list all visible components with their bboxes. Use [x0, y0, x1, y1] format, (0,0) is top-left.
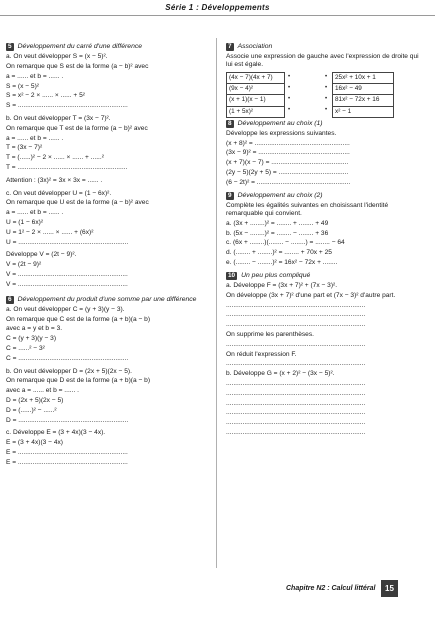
exercise-line: On remarque que D est de la forme (a + b)(a − b): [6, 377, 151, 385]
link-dot[interactable]: •: [325, 95, 328, 102]
exercise-line: V = ............................................................: [6, 280, 128, 288]
exercise-10-step: On supprime les parenthèses.: [226, 330, 314, 338]
exercise-8-body: [226, 140, 425, 187]
exercise-number: 7: [228, 43, 232, 50]
association-right-item: 16x² − 49: [333, 84, 393, 95]
link-dot[interactable]: •: [288, 84, 291, 91]
association-right-item: 81x² − 72x + 16: [333, 95, 393, 106]
exercise-line: S = (x − 5)²: [6, 82, 39, 90]
exercise-line: Développe V = (2t − 9)².: [6, 251, 77, 259]
exercise-line: D = ............................................................: [6, 416, 129, 424]
exercise-10a-statement: a. Développe F = (3x + 7)² + (7x − 3)².: [226, 281, 338, 289]
exercise-line: C = (y + 3)(y − 3): [6, 335, 57, 343]
exercise-5-body: [6, 53, 208, 289]
exercise-line: D = (2x + 5)(2x − 5): [6, 396, 64, 404]
exercise-8-heading: [226, 120, 425, 128]
answer-line[interactable]: ............................................................................: [226, 409, 366, 417]
link-dot[interactable]: •: [288, 106, 291, 113]
association-left-item: (1 + 5x)²: [229, 107, 253, 115]
exercise-line: (6 − 2t)² = ...................................................: [226, 178, 351, 186]
exercise-5-heading: [6, 43, 208, 51]
exercise-line: U = ............................................................: [6, 238, 129, 246]
answer-line[interactable]: ............................................................................: [226, 419, 366, 427]
association-right-list: [332, 72, 394, 119]
answer-line[interactable]: ............................................................................: [226, 389, 366, 397]
exercise-number: 8: [228, 119, 232, 127]
answer-line[interactable]: ............................................................................: [226, 321, 366, 329]
exercise-line: b. On veut développer T = (3x − 7)².: [6, 114, 111, 122]
header-divider: [0, 15, 435, 16]
chapter-footer: Chapitre N2 : Calcul littéral: [286, 585, 376, 592]
exercise-9-body: [226, 220, 425, 267]
exercise-line: c. On veut développer U = (1 − 6x)².: [6, 189, 112, 197]
exercise-line: E = (3 + 4x)(3 − 4x): [6, 439, 63, 447]
right-column: [226, 43, 425, 439]
exercise-title: Développement du carré d'une différence: [17, 43, 143, 50]
exercise-10-heading: [226, 272, 425, 280]
exercise-line: avec a = y et b = 3.: [6, 325, 63, 333]
exercise-line: a. (3x + ........)² = ........ + ........ + 49: [226, 219, 329, 227]
exercise-number: 5: [8, 43, 12, 50]
exercise-line: On remarque que C est de la forme (a + b)(a − b): [6, 315, 151, 323]
exercise-line: b. On veut développer D = (2x + 5)(2x − 5).: [6, 367, 132, 375]
exercise-line: (x + 7)(x − 7) = ..........................................: [226, 159, 349, 167]
exercise-title: Développement au choix (2): [237, 191, 323, 199]
exercise-line: U = (1 − 6x)²: [6, 218, 44, 226]
link-dot[interactable]: •: [325, 106, 328, 113]
exercise-10b-statement: b. Développe G = (x + 2)² − (3x − 5)².: [226, 370, 335, 378]
exercise-number: 6: [8, 295, 12, 303]
exercise-line: S = ............................................................: [6, 102, 128, 110]
answer-line[interactable]: ............................................................................: [226, 340, 366, 348]
exercise-line: T = (3x − 7)²: [6, 144, 43, 152]
exercise-9-intro: Complète les égalités suivantes en choisissant l'identité remarquable qui convient.: [226, 201, 389, 217]
association-left-list: [226, 72, 285, 119]
answer-line[interactable]: ............................................................................: [226, 428, 366, 436]
exercise-line: C = ......² − 3²: [6, 344, 45, 352]
exercise-6-body: [6, 306, 208, 467]
exercise-line: V = ............................................................: [6, 270, 128, 278]
exercise-line: (x + 8)² = ....................................................: [226, 139, 350, 147]
association-right-item: 25x² + 10x + 1: [333, 73, 393, 84]
exercise-9-heading: [226, 192, 425, 200]
answer-line[interactable]: ............................................................................: [226, 360, 366, 368]
exercise-line: D = (......)² − ......²: [6, 406, 57, 414]
exercise-line: a = ...... et b = ...... .: [6, 72, 64, 80]
exercise-line: V = (2t − 9)²: [6, 261, 42, 269]
column-divider: [216, 38, 217, 568]
exercise-line: (2y − 5)(2y + 5) = ......................................: [226, 169, 349, 176]
answer-line[interactable]: ............................................................................: [226, 399, 366, 407]
exercise-line: e. (........ − ........)² = 16x² − 72x + ........: [226, 258, 338, 266]
exercise-10a-instruction: On développe (3x + 7)² d'une part et (7x − 3)² d'autre part.: [226, 291, 396, 299]
association-right-item: x² − 1: [335, 107, 352, 115]
exercise-line: E = ............................................................: [6, 458, 128, 466]
answer-line[interactable]: ............................................................................: [226, 301, 366, 309]
exercise-line: a = ...... et b = ...... .: [6, 134, 64, 142]
exercise-10-step: On réduit l'expression F.: [226, 350, 297, 358]
association-left-item: (9x − 4)²: [227, 84, 284, 95]
answer-line[interactable]: ............................................................................: [226, 311, 366, 319]
exercise-line: On remarque que U est de la forme (a − b)² avec: [6, 199, 149, 207]
exercise-number: 9: [228, 191, 232, 199]
exercise-line: E = ............................................................: [6, 448, 128, 456]
link-dot[interactable]: •: [288, 73, 291, 80]
exercise-title: Développement au choix (1): [237, 119, 323, 127]
exercise-line: c. (6x + ........)(........ − ........) = ........ − 64: [226, 239, 345, 247]
exercise-line: avec a = ...... et b = ...... .: [6, 387, 79, 395]
association-table: [226, 72, 425, 116]
link-dot[interactable]: •: [288, 95, 291, 102]
association-left-item: (4x − 7)(4x + 7): [227, 73, 284, 84]
exercise-7-intro: Associe une expression de gauche avec l'expression de droite qui lui est égale.: [226, 53, 419, 69]
exercise-line: b. (5x − ........)² = ........ − ........ + 36: [226, 229, 329, 237]
left-column: [6, 43, 208, 468]
exercise-title: Un peu plus compliqué: [241, 271, 311, 279]
exercise-line: On remarque que S est de la forme (a − b)² avec: [6, 63, 149, 70]
page-header: Série 1 : Développements: [165, 3, 270, 12]
exercise-line: a = ...... et b = ...... .: [6, 209, 64, 217]
exercise-line: U = 1² − 2 × ...... × ...... + (6x)²: [6, 228, 94, 236]
exercise-number: 10: [228, 271, 236, 279]
exercise-line: On remarque que T est de la forme (a − b)² avec: [6, 124, 148, 132]
exercise-line: a. On veut développer C = (y + 3)(y − 3).: [6, 305, 125, 313]
exercise-line: d. (........ + ........)² = ........ + 70x + 25: [226, 249, 332, 257]
exercise-line: S = x² − 2 × ...... × ...... + 5²: [6, 92, 85, 100]
exercise-8-intro: Développe les expressions suivantes.: [226, 129, 337, 137]
exercise-line: T = (......)² − 2 × ...... × ...... + ......²: [6, 154, 104, 162]
association-left-item: (x + 1)(x − 1): [227, 95, 284, 106]
exercise-line: (3x − 9)² = ..................................................: [226, 149, 350, 157]
exercise-title: Développement du produit d'une somme par une différence: [17, 295, 197, 303]
page-number: 15: [381, 580, 398, 597]
exercise-7-heading: [226, 43, 425, 51]
link-dot[interactable]: •: [325, 73, 328, 80]
exercise-line: c. Développe E = (3 + 4x)(3 − 4x).: [6, 429, 106, 437]
exercise-6-heading: [6, 296, 208, 304]
exercise-line: Attention : (3x)² = 3x × 3x = ...... .: [6, 176, 103, 184]
exercise-title: Association: [237, 43, 273, 50]
exercise-line: C = ............................................................: [6, 354, 129, 362]
exercise-line: a. On veut développer S = (x − 5)².: [6, 53, 108, 61]
link-dot[interactable]: •: [325, 84, 328, 91]
exercise-line: T = ............................................................: [6, 163, 128, 171]
answer-line[interactable]: ............................................................................: [226, 379, 366, 387]
